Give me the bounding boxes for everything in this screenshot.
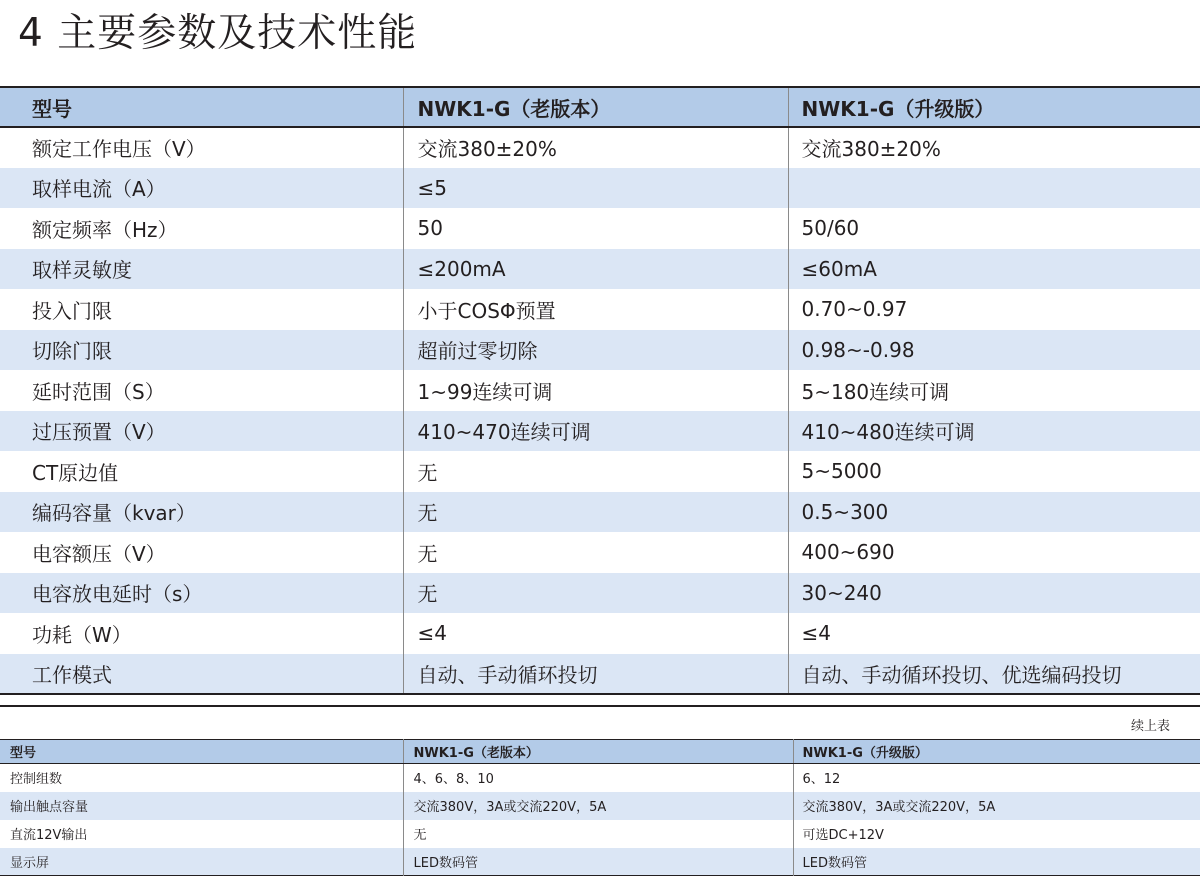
upgraded-version-cell: 30~240 [788,573,1200,614]
old-version-cell: 自动、手动循环投切 [403,654,788,695]
upgraded-version-cell: 0.5~300 [788,492,1200,533]
upgraded-version-cell: LED数码管 [793,848,1200,876]
param-name-cell: 电容放电延时（s） [0,573,403,614]
old-version-cell: 超前过零切除 [403,330,788,371]
param-name-cell: 功耗（W） [0,613,403,654]
table-row [0,451,1200,492]
param-name-cell: 显示屏 [0,848,403,876]
cont-header-upgraded-version: NWK1-G（升级版） [793,740,1200,764]
cont-header-model: 型号 [0,740,403,764]
old-version-cell: 无 [403,451,788,492]
param-name-cell: 工作模式 [0,654,403,695]
table-row [0,208,1200,249]
upgraded-version-cell: 6、12 [793,764,1200,792]
old-version-cell: 410~470连续可调 [403,411,788,452]
upgraded-version-cell: 410~480连续可调 [788,411,1200,452]
header-old-version: NWK1-G（老版本） [403,87,788,127]
table-row [0,613,1200,654]
table-row [0,330,1200,371]
table-row [0,573,1200,614]
table-row [0,492,1200,533]
old-version-cell: 无 [403,573,788,614]
old-version-cell: 1~99连续可调 [403,370,788,411]
upgraded-version-cell: 交流380V，3A或交流220V，5A [793,792,1200,820]
old-version-cell: 无 [403,820,793,848]
old-version-cell: 4、6、8、10 [403,764,793,792]
upgraded-version-cell: 0.70~0.97 [788,289,1200,330]
cont-table-body [0,764,1200,876]
table-row [0,764,1200,792]
old-version-cell: 交流380V，3A或交流220V，5A [403,792,793,820]
old-version-cell: ≤5 [403,168,788,209]
old-version-cell: LED数码管 [403,848,793,876]
old-version-cell: 50 [403,208,788,249]
section-title: 4 主要参数及技术性能 [18,11,418,56]
header-model: 型号 [0,87,403,127]
table-row [0,792,1200,820]
param-name-cell: 取样灵敏度 [0,249,403,290]
upgraded-version-cell [788,168,1200,209]
old-version-cell: ≤4 [403,613,788,654]
param-name-cell: 输出触点容量 [0,792,403,820]
upgraded-version-cell: 0.98~-0.98 [788,330,1200,371]
main-spec-table [0,86,1200,695]
main-table-header-row [0,87,1200,127]
table-row [0,848,1200,876]
param-name-cell: 额定频率（Hz） [0,208,403,249]
section-divider [0,705,1200,707]
old-version-cell: 交流380±20% [403,127,788,168]
param-name-cell: 电容额压（V） [0,532,403,573]
param-name-cell: 取样电流（A） [0,168,403,209]
cont-table-header-row [0,740,1200,764]
table-row [0,411,1200,452]
upgraded-version-cell: 交流380±20% [788,127,1200,168]
main-table-body [0,127,1200,694]
upgraded-version-cell: ≤4 [788,613,1200,654]
upgraded-version-cell: 400~690 [788,532,1200,573]
param-name-cell: 过压预置（V） [0,411,403,452]
table-row [0,168,1200,209]
param-name-cell: 投入门限 [0,289,403,330]
param-name-cell: 编码容量（kvar） [0,492,403,533]
param-name-cell: CT原边值 [0,451,403,492]
old-version-cell: 小于COSΦ预置 [403,289,788,330]
param-name-cell: 切除门限 [0,330,403,371]
old-version-cell: 无 [403,492,788,533]
param-name-cell: 延时范围（S） [0,370,403,411]
header-upgraded-version: NWK1-G（升级版） [788,87,1200,127]
continuation-note: 续上表 [1130,719,1170,734]
table-row [0,654,1200,695]
param-name-cell: 额定工作电压（V） [0,127,403,168]
cont-header-old-version: NWK1-G（老版本） [403,740,793,764]
upgraded-version-cell: ≤60mA [788,249,1200,290]
upgraded-version-cell: 5~5000 [788,451,1200,492]
table-row [0,249,1200,290]
table-row [0,289,1200,330]
table-row [0,532,1200,573]
param-name-cell: 直流12V输出 [0,820,403,848]
old-version-cell: 无 [403,532,788,573]
continued-spec-table [0,739,1200,876]
table-row [0,370,1200,411]
table-row [0,127,1200,168]
upgraded-version-cell: 50/60 [788,208,1200,249]
table-row [0,820,1200,848]
old-version-cell: ≤200mA [403,249,788,290]
upgraded-version-cell: 自动、手动循环投切、优选编码投切 [788,654,1200,695]
upgraded-version-cell: 可选DC+12V [793,820,1200,848]
upgraded-version-cell: 5~180连续可调 [788,370,1200,411]
param-name-cell: 控制组数 [0,764,403,792]
